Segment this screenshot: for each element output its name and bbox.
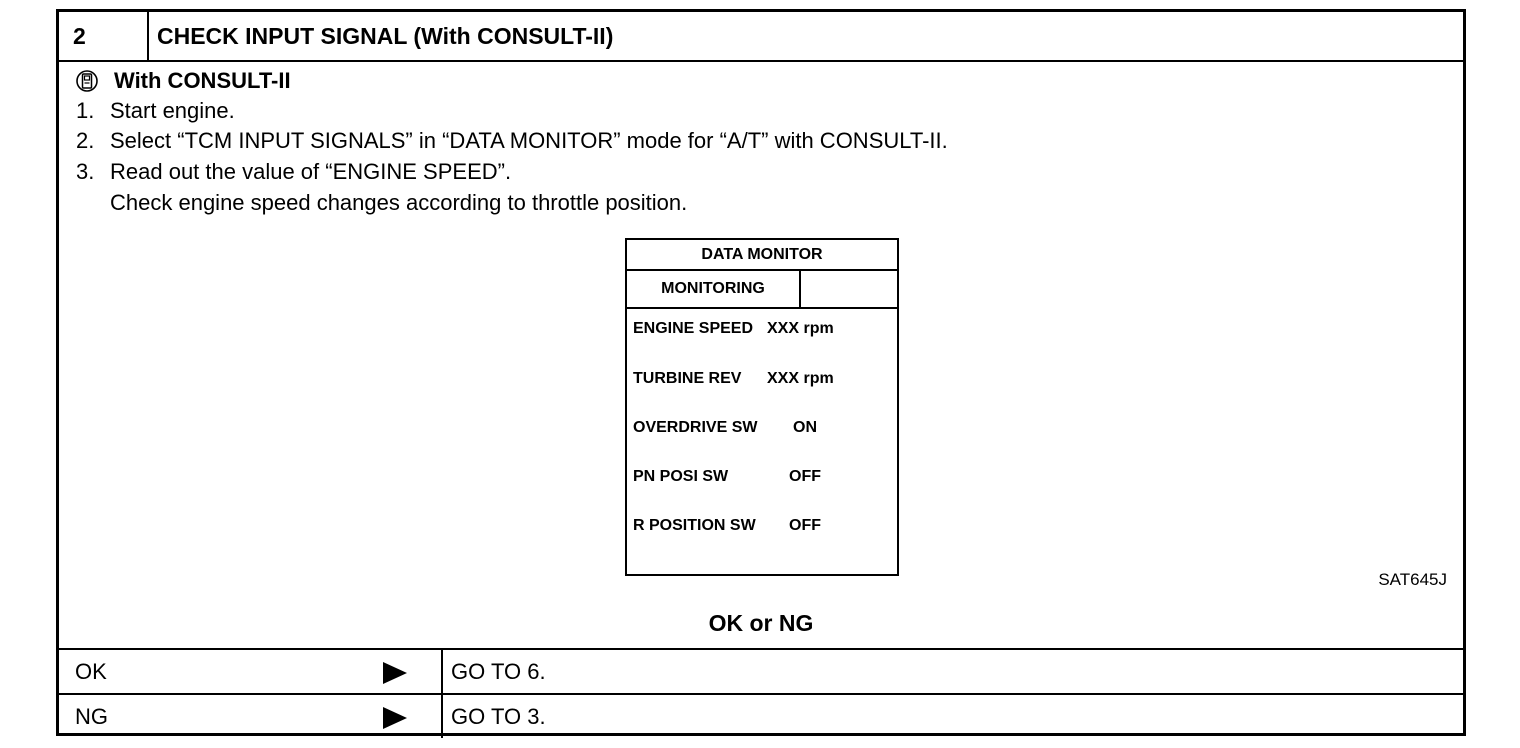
result-row-ng (59, 693, 1463, 738)
step-item-3-continued (76, 190, 687, 216)
procedure-table (56, 9, 1466, 736)
monitor-row-turbine-rev (633, 370, 895, 394)
result-divider (441, 695, 443, 738)
step-item-number: 2. (76, 128, 95, 153)
monitor-item-name: R POSITION SW (633, 517, 756, 534)
result-action: GO TO 3. (451, 704, 546, 729)
monitor-item-value: XXX rpm (767, 320, 834, 337)
monitor-item-name: ENGINE SPEED (633, 320, 754, 337)
figure-code: SAT645J (1378, 570, 1447, 589)
step-item-text: Check engine speed changes according to throttle position. (110, 190, 688, 215)
monitor-item-value: OFF (789, 517, 821, 534)
monitor-item-name: PN POSI SW (633, 468, 729, 485)
step-item-number: 1. (76, 98, 95, 123)
monitor-row-overdrive-sw (633, 419, 895, 443)
step-item-text: Select “TCM INPUT SIGNALS” in “DATA MONITOR” mode for “A/T” with CONSULT-II. (110, 128, 948, 153)
play-arrow-icon (383, 662, 407, 684)
monitor-item-value: OFF (789, 468, 821, 485)
monitor-row-r-position-sw (633, 517, 895, 541)
play-arrow-icon (383, 707, 407, 729)
judgement-label: OK or NG (708, 610, 814, 636)
step-item-1 (76, 98, 235, 124)
step-item-2 (76, 128, 948, 154)
step-item-number: 3. (76, 159, 95, 184)
step-item-3 (76, 159, 511, 185)
step-title: CHECK INPUT SIGNAL (With CONSULT-II) (157, 23, 614, 49)
consult-label: With CONSULT-II (114, 68, 291, 93)
result-label: NG (75, 704, 108, 729)
monitor-row-engine-speed (633, 320, 895, 344)
monitor-item-value: ON (793, 419, 817, 436)
result-label: OK (75, 659, 107, 684)
step-number: 2 (73, 23, 86, 49)
monitor-item-value: XXX rpm (767, 370, 834, 387)
step-header (59, 12, 1463, 62)
data-monitor-screen (625, 238, 899, 576)
monitoring-label: MONITORING (627, 271, 801, 307)
step-number-cell (59, 12, 149, 60)
monitoring-bar (627, 271, 897, 309)
result-divider (441, 650, 443, 693)
step-item-text: Read out the value of “ENGINE SPEED”. (110, 159, 512, 184)
result-action: GO TO 6. (451, 659, 546, 684)
step-body (59, 60, 1463, 648)
monitor-row-pn-posi-sw (633, 468, 895, 492)
step-item-text: Start engine. (110, 98, 235, 123)
monitor-item-name: OVERDRIVE SW (633, 419, 758, 436)
data-monitor-title: DATA MONITOR (627, 240, 897, 271)
result-row-ok (59, 648, 1463, 693)
monitor-item-name: TURBINE REV (633, 370, 742, 387)
consult-device-icon (76, 70, 98, 92)
